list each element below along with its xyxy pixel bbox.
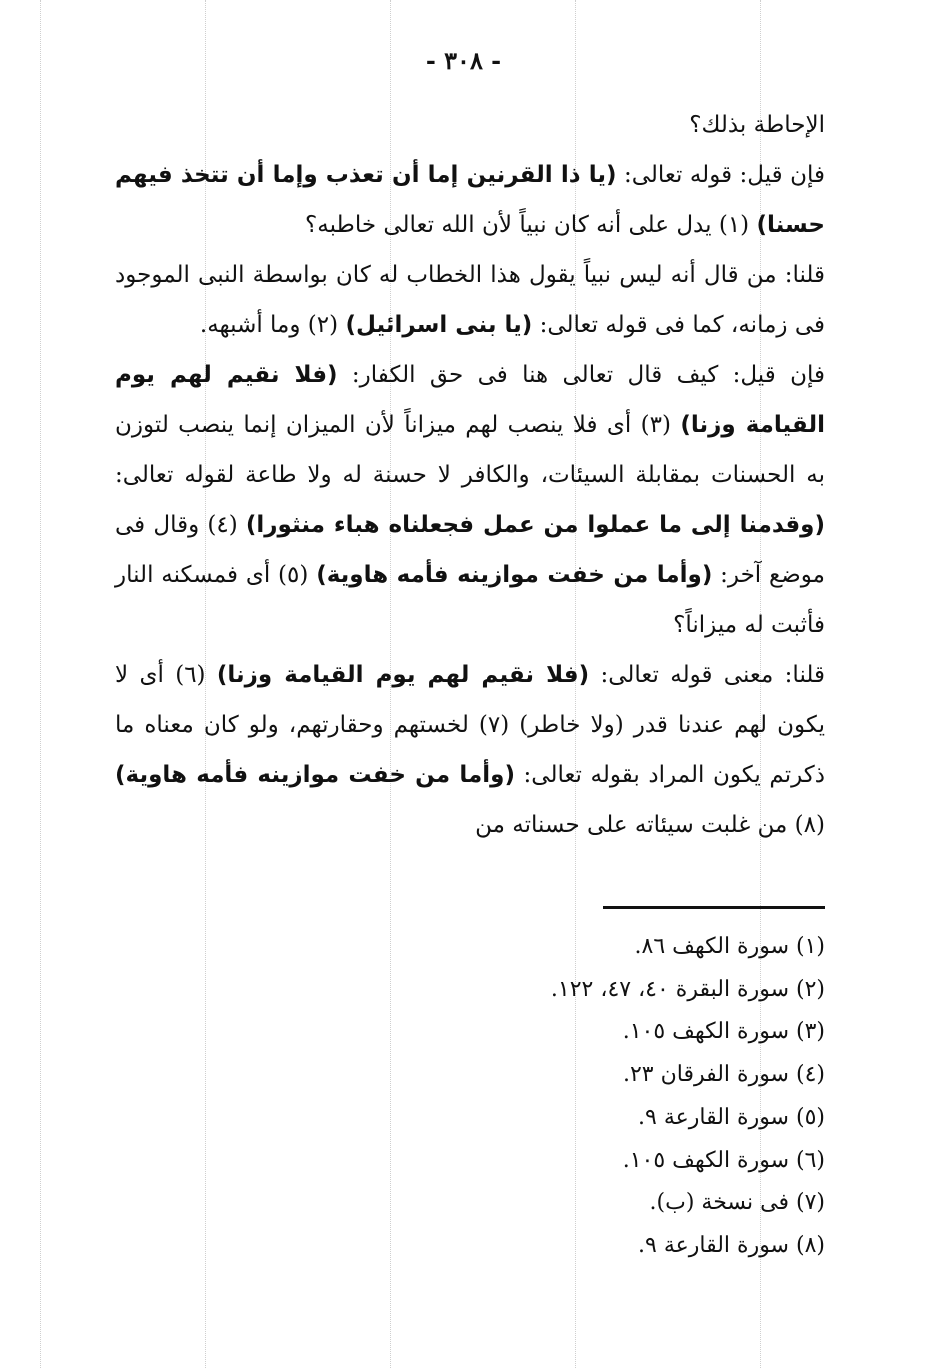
footnote: (١) سورة الكهف ٨٦. — [634, 934, 825, 959]
quran-verse: (يا ذا القرنين إما أن تعذب وإما أن تتخذ فيهم حسنا) — [115, 162, 825, 238]
scan-guide-line — [40, 0, 41, 1368]
paragraph — [115, 250, 825, 350]
quran-verse: (وقدمنا إلى ما عملوا من عمل فجعلناه هباء منثورا) — [245, 512, 825, 538]
page-number: - ٣٠٨ - — [425, 46, 502, 75]
text-run: (٣) أى فلا ينصب لهم ميزاناً لأن الميزان إنما ينصب لتوزن به الحسنات بمقابلة السيئات، والكافر لا حسنة له ولا طاعة لقوله تعالى: — [115, 412, 825, 488]
paragraph — [115, 650, 825, 850]
text-run: (١) يدل على أنه كان نبياً لأن الله تعالى خاطبه؟ — [305, 212, 757, 238]
text-run: (٢) وما أشبهه. — [199, 312, 346, 338]
footnote: (٧) فى نسخة (ب). — [649, 1190, 825, 1216]
footnote: (٨) سورة القارعة ٩. — [638, 1232, 825, 1258]
text-run: (٥) أى فمسكنه النار فأثبت له ميزاناً؟ — [115, 562, 825, 638]
footnote: (٥) سورة القارعة ٩. — [638, 1104, 825, 1130]
footnote: (٦) سورة الكهف ١٠٥. — [622, 1147, 825, 1173]
paragraph — [115, 150, 825, 250]
quran-verse: (وأما من خفت موازينه فأمه هاوية) — [316, 562, 713, 588]
text-run: (٨) من غلبت سيئاته على حسناته من — [475, 812, 825, 838]
main-text — [115, 100, 825, 850]
text-run: (٦) أى لا يكون لهم عندنا قدر (ولا خاطر) (٧) لخستهم وحقارتهم، ولو كان معناه ما ذكرتم يكون المراد بقوله تعالى: — [115, 662, 825, 788]
quran-verse: (فلا نقيم لهم يوم القيامة وزنا) — [115, 362, 825, 438]
quran-verse: (فلا نقيم لهم يوم القيامة وزنا) — [216, 662, 590, 688]
quran-verse: (يا بنى اسرائيل) — [345, 312, 533, 338]
text-run: فإن قيل: كيف قال تعالى هنا فى حق الكفار: — [337, 362, 825, 388]
paragraph — [115, 350, 825, 650]
paragraph — [115, 100, 825, 150]
text-run: قلنا: معنى قوله تعالى: — [589, 662, 825, 688]
footnote: (٤) سورة الفرقان ٢٣. — [622, 1062, 825, 1088]
footnote: (٣) سورة الكهف ١٠٥. — [622, 1019, 825, 1045]
text-run: (٤) وقال فى موضع آخر: — [115, 512, 825, 588]
text-run: قلنا: من قال أنه ليس نبياً يقول هذا الخطاب له كان بواسطة النبى الموجود فى زمانه، كما فى قوله تعالى: — [115, 262, 825, 338]
quran-verse: (وأما من خفت موازينه فأمه هاوية) — [115, 762, 515, 788]
footnote: (٢) سورة البقرة ٤٠، ٤٧، ١٢٢. — [550, 976, 825, 1002]
text-run: فإن قيل: قوله تعالى: — [616, 162, 826, 188]
text-run: الإحاطة بذلك؟ — [689, 112, 825, 138]
footnotes — [420, 926, 825, 1268]
footnote-separator — [603, 906, 825, 909]
